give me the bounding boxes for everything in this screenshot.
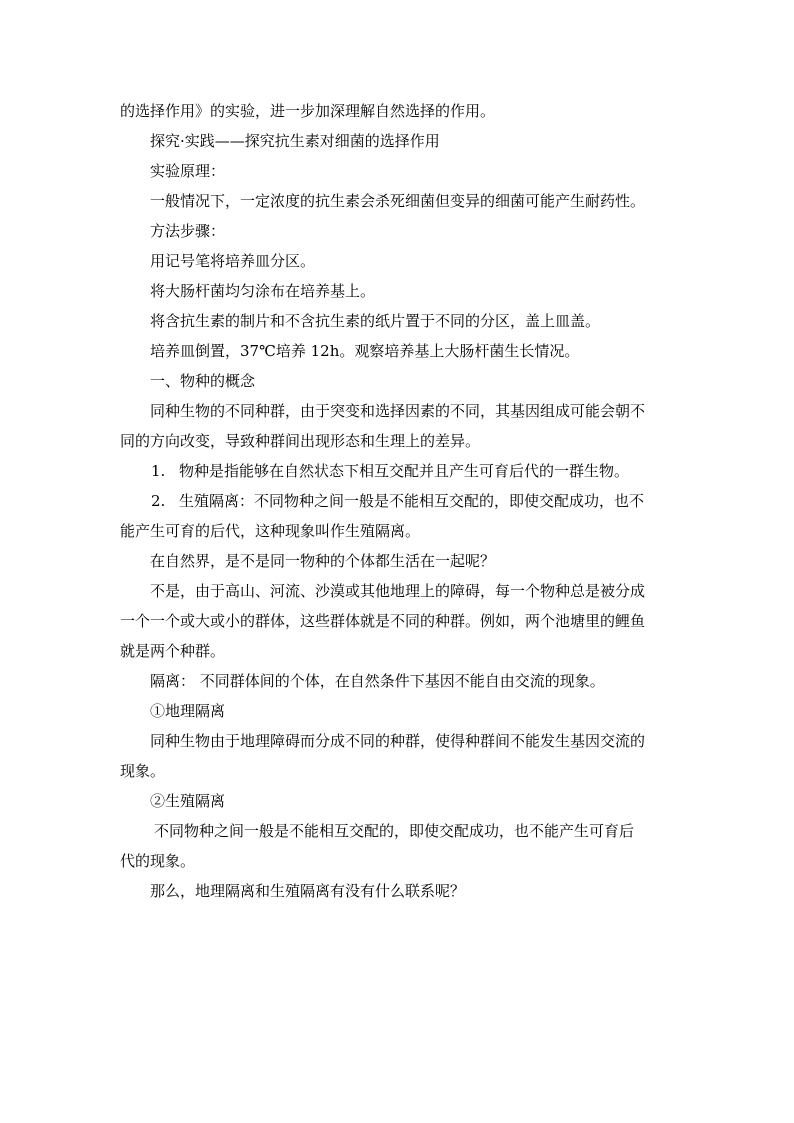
paragraph-line: 一个一个或大或小的群体，这些群体就是不同的种群。例如，两个池塘里的鲤鱼	[120, 612, 646, 630]
paragraph-line: 不是，由于高山、河流、沙漠或其他地理上的障碍，每一个物种总是被分成	[150, 582, 646, 600]
paragraph-line: 能产生可育的后代，这种现象叫作生殖隔离。	[120, 522, 421, 540]
item-text: 物种是指能够在自然状态下相互交配并且产生可育后代的一群生物。	[179, 462, 630, 480]
step-line: 培养皿倒置，37℃培养 12h。观察培养基上大肠杆菌生长情况。	[150, 342, 580, 360]
paragraph-line: 现象。	[120, 762, 166, 780]
paragraph-line: 同种生物的不同种群，由于突变和选择因素的不同，其基因组成可能会朝不	[150, 402, 646, 420]
numbered-item	[120, 456, 676, 486]
document-page	[120, 96, 676, 906]
paragraph-line: 一般情况下，一定浓度的抗生素会杀死细菌但变异的细菌可能产生耐药性。	[150, 192, 646, 210]
item-number: 1.	[151, 462, 166, 480]
subheading: 方法步骤：	[150, 222, 226, 240]
step-line: 将含抗生素的制片和不含抗生素的纸片置于不同的分区，盖上皿盖。	[150, 312, 601, 330]
subheading: ①地理隔离	[150, 702, 226, 720]
question-line: 那么，地理隔离和生殖隔离有没有什么联系呢？	[150, 882, 466, 900]
paragraph-line: 同的方向改变，导致种群间出现形态和生理上的差异。	[120, 432, 481, 450]
step-line: 将大肠杆菌均匀涂布在培养基上。	[150, 282, 376, 300]
paragraph-line: 的选择作用》的实验，进一步加深理解自然选择的作用。	[120, 102, 496, 120]
item-text: 生殖隔离：不同物种之间一般是不能相互交配的，即使交配成功，也不	[179, 492, 645, 510]
section-heading: 一、物种的概念	[150, 372, 256, 390]
numbered-item	[120, 486, 676, 516]
paragraph-line: 代的现象。	[120, 852, 196, 870]
definition-line: 隔离： 不同群体间的个体，在自然条件下基因不能自由交流的现象。	[150, 672, 605, 690]
subheading: 实验原理：	[150, 162, 226, 180]
paragraph-line: 不同物种之间一般是不能相互交配的，即使交配成功，也不能产生可育后	[154, 822, 635, 840]
subheading: ②生殖隔离	[150, 792, 226, 810]
paragraph-line: 就是两个种群。	[120, 642, 226, 660]
section-heading: 探究·实践——探究抗生素对细菌的选择作用	[150, 132, 440, 150]
paragraph-line: 同种生物由于地理障碍而分成不同的种群，使得种群间不能发生基因交流的	[150, 732, 646, 750]
step-line: 用记号笔将培养皿分区。	[150, 252, 316, 270]
question-line: 在自然界，是不是同一物种的个体都生活在一起呢？	[150, 552, 496, 570]
item-number: 2.	[151, 492, 166, 510]
